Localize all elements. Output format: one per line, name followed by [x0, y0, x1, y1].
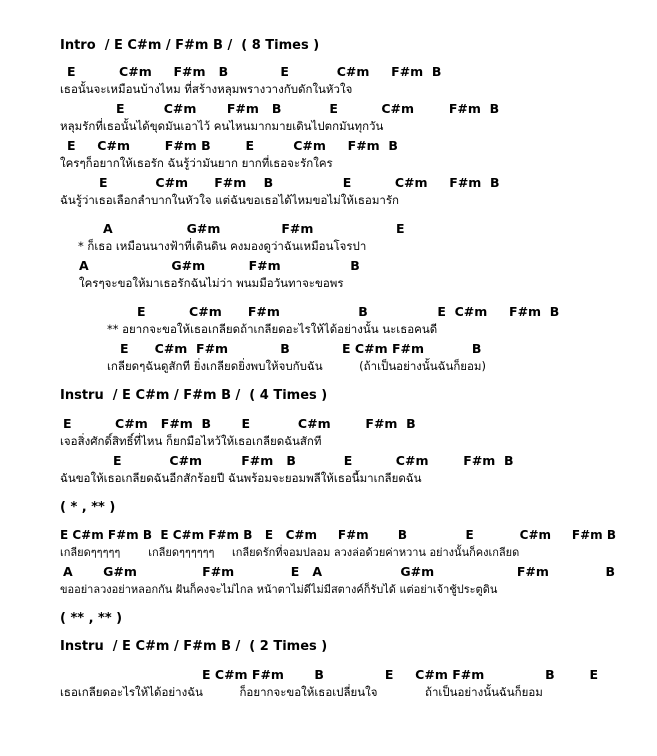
- chord-line: E C#m F#m B E C#m F#m B E C#m F#m B E C#m F#m B: [60, 528, 616, 542]
- chord-line: E C#m F#m B E C#m F#m B: [137, 304, 560, 319]
- instru-heading: Instru / E C#m / F#m B / ( 4 Times ): [60, 388, 328, 403]
- chord-line: E C#m F#m B E C#m F#m B: [99, 175, 500, 190]
- repeat-marker: ( ** , ** ): [60, 611, 123, 626]
- chord-line: E C#m F#m B E C#m F#m B: [113, 453, 514, 468]
- lyric-line: เกลียดๆๆๆๆๆ เกลียดๆๆๆๆๆๆ เกลียดรักที่จอมปลอม ลวงล่อด้วยค่าหวาน อย่างนั้นก็คงเกลียด: [60, 546, 520, 559]
- chord-line: E C#m F#m B E C#m F#m B: [67, 64, 442, 79]
- chord-line: E C#m F#m B E C#m F#m B E: [202, 667, 599, 682]
- chord-line: E C#m F#m B E C#m F#m B: [116, 101, 500, 116]
- chord-line: A G#m F#m E A G#m F#m B: [63, 564, 615, 579]
- repeat-marker: ( * , ** ): [60, 500, 116, 515]
- lyric-line: เกลียดๆฉันดูสักที ยิ่งเกลียดยิ่งพบให้จบกับฉัน (ถ้าเป็นอย่างนั้นฉันก็ยอม): [107, 359, 486, 373]
- lyric-line: หลุมรักที่เธอนั้นได้ขุดมันเอาไว้ คนไหนมากมายเดินไปตกมันทุกวัน: [60, 119, 384, 133]
- chord-line: E C#m F#m B E C#m F#m B: [120, 341, 482, 356]
- lyric-line: เธอนั้นจะเหมือนบ้างไหม ที่สร้างหลุมพรางวางกับดักในหัวใจ: [60, 82, 353, 96]
- chord-line: A G#m F#m E: [103, 221, 405, 236]
- lyric-line: ฉันขอให้เธอเกลียดฉันอีกสักร้อยปี ฉันพร้อมจะยอมพลีให้เธอนี้มาเกลียดฉัน: [60, 471, 422, 485]
- chord-line: E C#m F#m B E C#m F#m B: [63, 416, 416, 431]
- lyric-line: * ก็เธอ เหมือนนางฟ้าที่เดินดิน คงมองดูว่าฉันเหมือนโจรปา: [78, 239, 367, 253]
- chord-line: A G#m F#m B: [79, 258, 360, 273]
- lyric-line: ใครๆก็อยากให้เธอรัก ฉันรู้ว่ามันยาก ยากที่เธอจะรักใคร: [60, 156, 333, 170]
- intro-heading: Intro / E C#m / F#m B / ( 8 Times ): [60, 38, 320, 53]
- lyric-line: ฉันรู้ว่าเธอเลือกลำบากในหัวใจ แต่ฉันขอเธอได้ไหมขอไม่ให้เธอมารัก: [60, 193, 399, 207]
- instru-heading: Instru / E C#m / F#m B / ( 2 Times ): [60, 639, 328, 654]
- chord-line: E C#m F#m B E C#m F#m B: [67, 138, 398, 153]
- lyric-line: ใครๆจะขอให้มาเธอรักฉันไม่ว่า พนมมือวันทาจะขอพร: [79, 276, 344, 290]
- lyric-line: ** อยากจะขอให้เธอเกลียดถ้าเกลียดอะไรให้ได้อย่างนั้น นะเธอคนดี: [107, 322, 438, 336]
- lyric-line: ขออย่าลวงอย่าหลอกกัน ฝันก็คงจะไม่ไกล หน้าตาไม่ดีไม่มีสตางค์ก็รับได้ แต่อย่าเจ้าชู้ประตูดิน: [60, 583, 498, 596]
- lyric-line: เจอสิ่งศักดิ์สิทธิ์ที่ไหน ก็ยกมือไหว้ให้เธอเกลียดฉันสักที: [60, 434, 322, 448]
- lyric-line: เธอเกลียดอะไรให้ได้อย่างฉัน ก็อยากจะขอให้เธอเปลี่ยนใจ ถ้าเป็นอย่างนั้นฉันก็ยอม: [60, 685, 543, 699]
